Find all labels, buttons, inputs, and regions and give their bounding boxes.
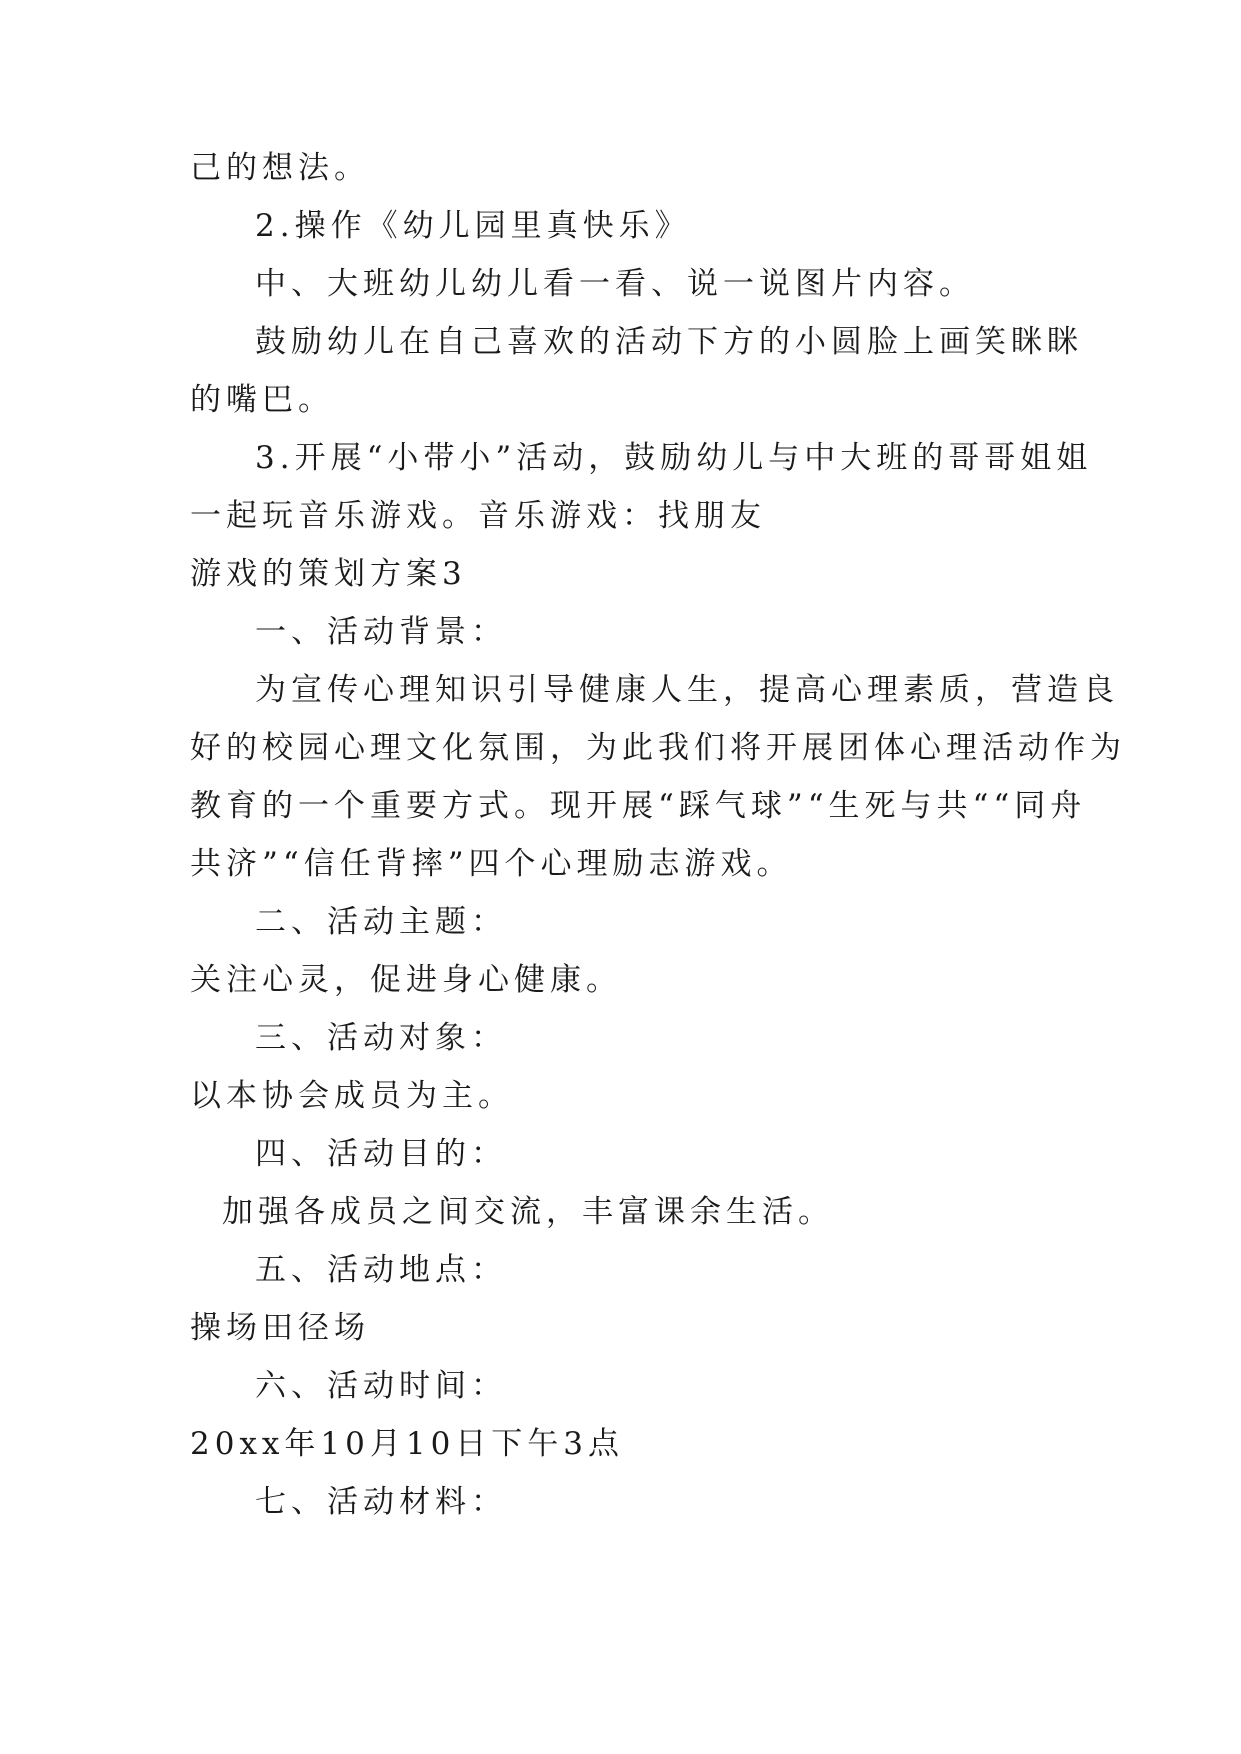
text-line: 一、活动背景： (255, 614, 507, 650)
text-line: 一起玩音乐游戏。音乐游戏：找朋友 (190, 498, 766, 534)
text-line: 六、活动时间： (255, 1368, 507, 1404)
text-line: 二、活动主题： (255, 904, 507, 940)
text-line: 加强各成员之间交流，丰富课余生活。 (222, 1194, 834, 1230)
text-line: 3.开展“小带小”活动，鼓励幼儿与中大班的哥哥姐姐 (255, 440, 1093, 476)
text-line: 为宣传心理知识引导健康人生，提高心理素质，营造良 (255, 672, 1119, 708)
text-line: 四、活动目的： (255, 1136, 507, 1172)
text-line: 七、活动材料： (255, 1484, 507, 1520)
text-line: 的嘴巴。 (190, 382, 334, 418)
text-line: 中、大班幼儿幼儿看一看、说一说图片内容。 (255, 266, 975, 302)
text-line: 好的校园心理文化氛围，为此我们将开展团体心理活动作为 (190, 730, 1126, 766)
text-line: 五、活动地点： (255, 1252, 507, 1288)
text-line: 教育的一个重要方式。现开展“踩气球”“生死与共““同舟 (190, 788, 1087, 824)
text-line: 20xx年10月10日下午3点 (190, 1426, 625, 1462)
text-line: 以本协会成员为主。 (190, 1078, 514, 1114)
section-heading: 游戏的策划方案3 (190, 556, 467, 592)
text-line: 2.操作《幼儿园里真快乐》 (255, 208, 691, 244)
text-line: 三、活动对象： (255, 1020, 507, 1056)
text-line: 操场田径场 (190, 1310, 370, 1346)
text-line: 关注心灵，促进身心健康。 (190, 962, 622, 998)
text-line: 鼓励幼儿在自己喜欢的活动下方的小圆脸上画笑眯眯 (255, 324, 1083, 360)
text-line: 共济”“信任背摔”四个心理励志游戏。 (190, 846, 793, 882)
text-line: 己的想法。 (190, 150, 370, 186)
